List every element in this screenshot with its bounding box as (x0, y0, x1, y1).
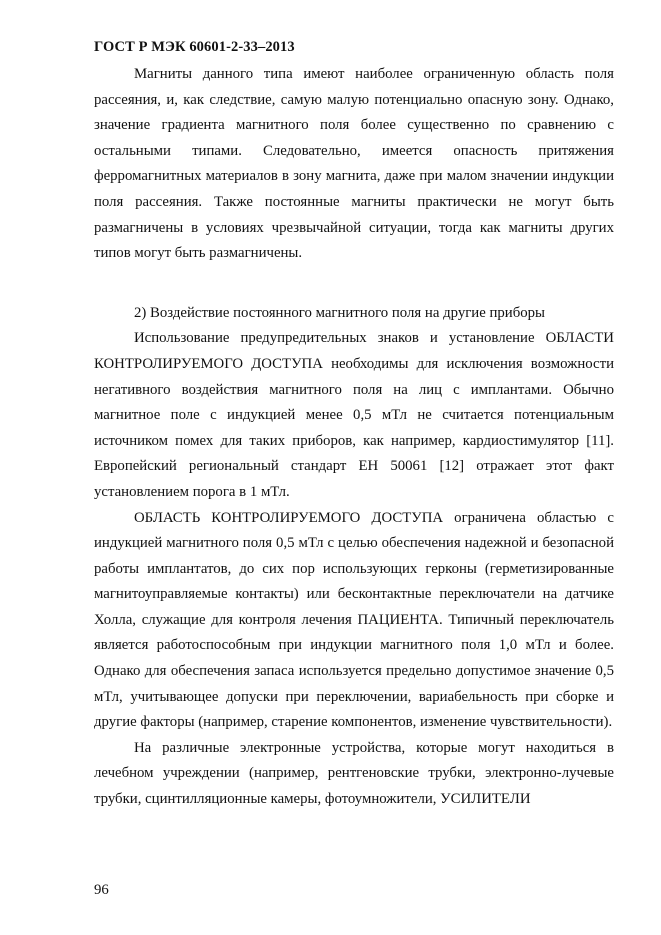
paragraph-spacer (94, 267, 614, 295)
document-body (94, 62, 614, 813)
paragraph-permanent-magnets: Магниты данного типа имеют наиболее ограниченную область поля рассеяния, и, как следствие, самую малую потенциально опасную зону. Однако, значение градиента магнитного поля более существенно по сравнению с остальными типами. Следовательно, имеется опасность притяжения ферромагнитных материалов в зону магнита, даже при малом значении индукции поля рассеяния. Также постоянные магниты практически не могут быть размагничены в условиях чрезвычайной ситуации, тогда как магниты других типов могут быть размагничены. (94, 66, 614, 262)
document-header: ГОСТ Р МЭК 60601-2-33–2013 (94, 39, 295, 55)
paragraph-warning-signs: Использование предупредительных знаков и установление ОБЛАСТИ КОНТРОЛИРУЕМОГО ДОСТУПА необходимы для исключения возможности негативного воздействия магнитного поля на лиц с имплантами. Обычно магнитное поле с индукцией менее 0,5 мТл не считается потенциальным источником помех для таких приборов, как например, кардиостимулятор [11]. Европейский региональный стандарт ЕН 50061 [12] отражает этот факт установлением порога в 1 мТл. (94, 330, 614, 500)
page-number: 96 (94, 882, 109, 898)
paragraph-electronic-devices: На различные электронные устройства, которые могут находиться в лечебном учреждении (например, рентгеновские трубки, электронно-лучевые трубки, сцинтилляционные камеры, фотоумножители, УСИЛИТЕЛИ (94, 739, 614, 808)
section-heading: 2) Воздействие постоянного магнитного поля на другие приборы (134, 304, 545, 321)
paragraph-controlled-access-area: ОБЛАСТЬ КОНТРОЛИРУЕМОГО ДОСТУПА ограничена областью с индукцией магнитного поля 0,5 мТл с целью обеспечения надежной и безопасной работы имплантатов, до сих пор использующих герконы (герметизированные магнитоуправляемые контакты) или бесконтактные переключатели на датчике Холла, служащие для контроля лечения ПАЦИЕНТА. Типичный переключатель является работоспособным при индукции магнитного поля 1,0 мТл и более. Однако для обеспечения запаса используется предельно допустимое значение 0,5 мТл, учитывающее допуски при переключении, вариабельность при сборке и другие факторы (например, старение компонентов, изменение чувствительности). (94, 509, 614, 731)
